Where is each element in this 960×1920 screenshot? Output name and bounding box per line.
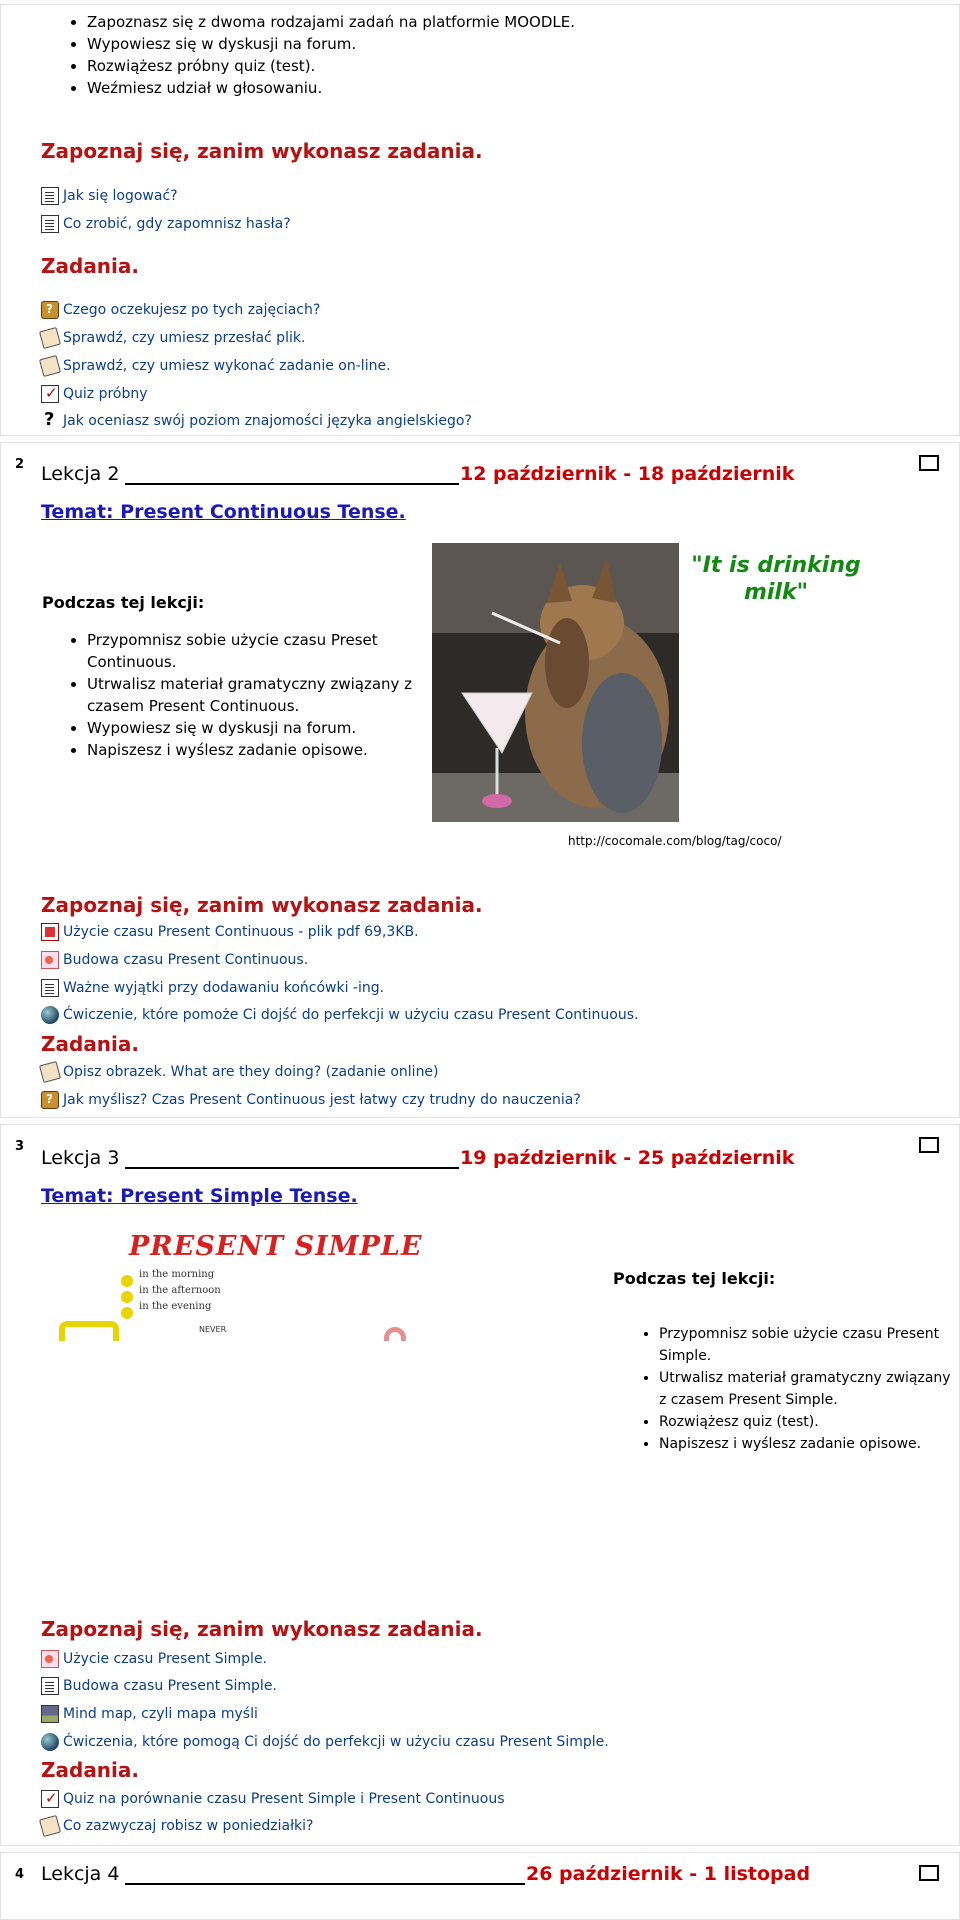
dog-drinking-image	[432, 543, 679, 822]
list-item: • Rozwiążesz quiz (test).	[659, 1411, 959, 1433]
resource-link[interactable]	[41, 921, 419, 943]
task-link-label[interactable]: Quiz na porównanie czasu Present Simple i Present Continuous	[63, 1791, 505, 1807]
image-text-line: in the evening	[139, 1301, 212, 1312]
task-link-label[interactable]: Jak oceniasz swój poziom znajomości języka angielskiego?	[63, 413, 472, 429]
task-link-label[interactable]: Co zazwyczaj robisz w poniedziałki?	[63, 1818, 314, 1834]
section-lesson-4	[0, 1852, 960, 1920]
assignment-icon	[39, 327, 61, 349]
caption-line: "It is drinking	[691, 553, 861, 578]
image-text-line: in the afternoon	[139, 1285, 221, 1296]
task-link-label[interactable]: Quiz próbny	[63, 386, 148, 402]
objectives-list	[41, 629, 427, 761]
resource-link-label[interactable]: Budowa czasu Present Continuous.	[63, 952, 309, 968]
topic-link[interactable]: Temat: Present Continuous Tense.	[41, 501, 406, 523]
prep-heading: Zapoznaj się, zanim wykonasz zadania.	[41, 139, 483, 163]
task-link-label[interactable]: Czego oczekujesz po tych zajęciach?	[63, 302, 321, 318]
assignment-icon	[39, 355, 61, 377]
highlight-checkbox[interactable]	[919, 1137, 939, 1153]
task-link-label[interactable]: Sprawdź, czy umiesz przesłać plik.	[63, 330, 306, 346]
resource-link[interactable]	[41, 1731, 609, 1753]
quiz-icon	[41, 385, 59, 403]
objectives-list	[613, 1323, 959, 1455]
task-link[interactable]	[41, 355, 391, 377]
task-link[interactable]	[41, 383, 148, 405]
resource-link[interactable]	[41, 949, 308, 971]
podczas-label: Podczas tej lekcji:	[42, 593, 205, 612]
lesson-title: Lekcja 4	[41, 1863, 120, 1885]
list-item: • Wypowiesz się w dyskusji na forum.	[87, 33, 575, 55]
document-icon	[41, 187, 59, 205]
document-icon	[41, 215, 59, 233]
resource-link[interactable]	[41, 185, 178, 207]
question-icon	[41, 412, 59, 430]
lesson-title: Lekcja 3	[41, 1147, 120, 1169]
task-link[interactable]	[41, 1089, 581, 1111]
presentation-icon	[41, 1650, 59, 1668]
highlight-checkbox[interactable]	[919, 455, 939, 471]
image-decoration	[121, 1291, 133, 1303]
task-link-label[interactable]: Sprawdź, czy umiesz wykonać zadanie on-line.	[63, 358, 391, 374]
list-item: • Napiszesz i wyślesz zadanie opisowe.	[659, 1433, 959, 1455]
resource-link-label[interactable]: Ćwiczenie, które pomoże Ci dojść do perfekcji w użyciu czasu Present Continuous.	[63, 1007, 639, 1023]
forum-icon	[41, 301, 59, 319]
caption-line: milk"	[743, 580, 809, 605]
list-item: • Przypomnisz sobie użycie czasu Preset Continuous.	[87, 629, 427, 673]
resource-link[interactable]	[41, 977, 384, 999]
resource-link[interactable]	[41, 1648, 267, 1670]
podczas-label: Podczas tej lekcji:	[613, 1269, 776, 1288]
forum-icon	[41, 1091, 59, 1109]
task-link-label[interactable]: Opisz obrazek. What are they doing? (zadanie online)	[63, 1064, 439, 1080]
resource-link-label[interactable]: Ćwiczenia, które pomogą Ci dojść do perfekcji w użyciu czasu Present Simple.	[63, 1734, 609, 1750]
resource-link-label[interactable]: Użycie czasu Present Simple.	[63, 1651, 268, 1667]
image-decoration	[384, 1327, 406, 1341]
tasks-heading: Zadania.	[41, 254, 139, 278]
task-link[interactable]	[41, 1788, 505, 1810]
list-item: • Weźmiesz udział w głosowaniu.	[87, 77, 575, 99]
list-item: • Przypomnisz sobie użycie czasu Present Simple.	[659, 1323, 959, 1367]
list-item: • Wypowiesz się w dyskusji na forum.	[87, 717, 427, 739]
resource-link-label[interactable]: Co zrobić, gdy zapomnisz hasła?	[63, 216, 291, 232]
list-item: • Zapoznasz się z dwoma rodzajami zadań na platformie MOODLE.	[87, 11, 575, 33]
image-text-line: NEVER	[199, 1325, 227, 1334]
image-text-line: in the morning	[139, 1269, 215, 1280]
section-lesson-2	[0, 442, 960, 1118]
resource-link[interactable]	[41, 1675, 277, 1697]
objectives-list	[41, 11, 575, 99]
tasks-heading: Zadania.	[41, 1758, 139, 1782]
presentation-icon	[41, 951, 59, 969]
task-link-label[interactable]: Jak myślisz? Czas Present Continuous jest łatwy czy trudny do nauczenia?	[63, 1092, 581, 1108]
list-item: • Utrwalisz materiał gramatyczny związany z czasem Present Continuous.	[87, 673, 427, 717]
divider	[125, 1883, 525, 1885]
task-link[interactable]	[41, 1061, 439, 1083]
divider	[125, 1167, 459, 1169]
lesson-dates: 12 październik - 18 październik	[460, 463, 795, 485]
task-link[interactable]	[41, 410, 472, 432]
image-decoration	[59, 1321, 119, 1341]
lesson-dates: 19 październik - 25 październik	[460, 1147, 795, 1169]
section-intro	[0, 4, 960, 436]
present-simple-image	[41, 1225, 501, 1341]
assignment-icon	[39, 1815, 61, 1837]
tasks-heading: Zadania.	[41, 1032, 139, 1056]
image-decoration	[121, 1307, 133, 1319]
section-number: 3	[15, 1139, 25, 1154]
document-icon	[41, 1677, 59, 1695]
task-link[interactable]	[41, 299, 320, 321]
list-item: • Napiszesz i wyślesz zadanie opisowe.	[87, 739, 427, 761]
image-icon	[41, 1705, 59, 1723]
web-link-icon	[41, 1006, 59, 1024]
assignment-icon	[39, 1061, 61, 1083]
pdf-icon	[41, 923, 59, 941]
image-caption	[691, 552, 861, 606]
list-item: • Utrwalisz materiał gramatyczny związany z czasem Present Simple.	[659, 1367, 959, 1411]
highlight-checkbox[interactable]	[919, 1865, 939, 1881]
resource-link-label[interactable]: Budowa czasu Present Simple.	[63, 1678, 277, 1694]
task-link[interactable]	[41, 327, 305, 349]
divider	[125, 483, 459, 485]
resource-link-label[interactable]: Ważne wyjątki przy dodawaniu końcówki -ing.	[63, 980, 385, 996]
image-title: PRESENT SIMPLE	[129, 1231, 423, 1262]
resource-link-label[interactable]: Użycie czasu Present Continuous - plik pdf 69,3KB.	[63, 924, 419, 940]
section-number: 4	[15, 1867, 25, 1882]
resource-link-label[interactable]: Jak się logować?	[63, 188, 178, 204]
lesson-dates: 26 październik - 1 listopad	[526, 1863, 811, 1885]
section-number: 2	[15, 457, 25, 472]
resource-link[interactable]	[41, 1004, 638, 1026]
prep-heading: Zapoznaj się, zanim wykonasz zadania.	[41, 1617, 483, 1641]
document-icon	[41, 979, 59, 997]
resource-link[interactable]	[41, 1703, 258, 1725]
lesson-title: Lekcja 2	[41, 463, 120, 485]
prep-heading: Zapoznaj się, zanim wykonasz zadania.	[41, 893, 483, 917]
section-lesson-3	[0, 1124, 960, 1846]
resource-link-label[interactable]: Mind map, czyli mapa myśli	[63, 1706, 258, 1722]
list-item: • Rozwiążesz próbny quiz (test).	[87, 55, 575, 77]
image-source-url: http://cocomale.com/blog/tag/coco/	[568, 834, 782, 848]
image-decoration	[121, 1275, 133, 1287]
topic-link[interactable]: Temat: Present Simple Tense.	[41, 1185, 358, 1207]
task-link[interactable]	[41, 1815, 314, 1837]
quiz-icon	[41, 1790, 59, 1808]
web-link-icon	[41, 1733, 59, 1751]
resource-link[interactable]	[41, 213, 291, 235]
